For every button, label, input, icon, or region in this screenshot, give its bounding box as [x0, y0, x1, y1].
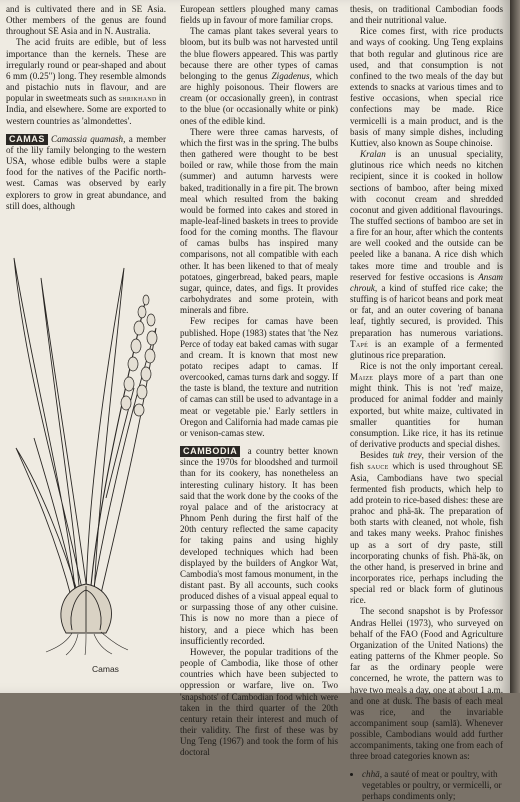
leaf	[16, 448, 80, 600]
leaf	[14, 258, 84, 598]
leaf-vein	[34, 438, 76, 593]
paragraph: The second snapshot is by Professor Andras Hellei (1973), who surveyed on behalf of the FAO (Food and Agriculture Organization of the United Nations) the eating patterns of the Khmer people. So far as the ordinary people were concerned, he wrote, the pattern was to have two meals a day, one at about 1 a.m. and one at dusk. The basis of each meal was rice, and the invariable accompaniment soup (samlā). Whenever possible, Cambodians would add further accompaniments, taking one from each of three broad categories known as:	[350, 606, 503, 762]
paragraph: and is cultivated there and in SE Asia. Other members of the genus are found throughout SE Asia and in N. Australia.	[6, 4, 166, 37]
list-item: • chhā, a sauté of meat or poultry, with vegetables or poultry, or vermicelli, or perhaps condiments only;	[362, 769, 503, 802]
small-caps-term: shrikhand	[118, 93, 157, 104]
paragraph: There were three camas harvests, of which the first was in the spring. The bulbs then gathered were thought to be best boiled or raw, while those from the main (summer) and autumn harvests were baked, traditionally in a fire pit. The brown meal which resulted from the baking would be formed into cakes and stored in maple-leaf-lined baskets in trees to provide food for the coming months. The flavour of camas bulbs has inspired many comparisons, not all compatible with each other. It has been likened to that of mealy potatoes, gingerbread, baked pears, maple sugar, quince, dates, and figs. It provides carbohydrates and some protein, with minerals and fibre.	[180, 126, 338, 316]
paragraph: Rice comes first, with rice products and ways of cooking. Ung Teng explains that both regular and glutinous rice are used, and that consumption is not confined to the two meals of the day but extends to snacks at various times and to festive occasions, when special rice confections may be made. Rice vermicelli is a main product, and is the basis of many simple dishes, including Kuttiev, also known as Soupe chinoise.	[350, 26, 503, 148]
page-edge	[510, 0, 520, 693]
bullet-list	[350, 769, 503, 802]
genus-name: Zigadenus	[271, 70, 310, 81]
bulb	[61, 584, 112, 633]
leaf	[86, 268, 124, 596]
column-middle	[180, 4, 338, 758]
leaf	[41, 278, 88, 598]
paragraph: The camas plant takes several years to bloom, but its bulb was not harvested until the blue flowers appeared. This was partly because there are other types of camas belonging to the genus Zigadenus, which are highly poisonous. Their flowers are cream (or occasionally green), in contrast to the blue (or occasionally white or pink) ones of the edible kind.	[180, 26, 338, 126]
flower-cluster	[121, 295, 157, 416]
entry-heading-camas: CAMAS	[6, 134, 48, 145]
paragraph: The acid fruits are edible, but of less importance than the kernels. These are irregularly round or pear-shaped and about 6 mm (0.25") long. They resemble almonds and pistachio nuts in flavour, and are popular in sweetmeats such as shrikhand in India, and elsewhere. Some are exported to western countries as 'almondettes'.	[6, 37, 166, 126]
species-name: Camassia quamash	[51, 133, 124, 144]
camas-plant-illustration	[6, 238, 174, 656]
paragraph: Rice is not the only important cereal. Maize plays more of a part than one might think. This is not 'red' maize, produced for animal fodder and mainly exported, but white maize, cultivated in smaller quantities for human consumption. Like rice, it has its retinue of derivative products and special dishes.	[350, 361, 503, 450]
paragraph: Few recipes for camas have been published. Hope (1983) states that 'the Nez Perce of today eat baked camas with sugar and cream. It is known that most new potato recipes adapt to camas. If overcooked, camas turns dark and soggy. If the taste is bland, the texture and nutrition of camas can still be used to advantage in a meat or vegetable pie.' Early settlers in Oregon and California had made camas pie or venison-camas stew.	[180, 316, 338, 438]
paragraph: Besides tuk trey, their version of the fish sauce which is used throughout SE Asia, Cambodians have two special fermented fish products, which help to add protein to rice-based dishes: these are prahoc and phä-āk. The preparation of both starts with cleaned, not whole, fish and takes many weeks. Prahoc finishes up as a sort of dry paste, still incorporating chunks of fish. Phä-āk, on the other hand, is preserved in brine and incorporates rice, perhaps including the special red or black form of glutinous rice.	[350, 450, 503, 606]
paragraph: Kralan is an unusual speciality, glutinous rice which needs no kitchen recipient, since it is cooked in hollow sections of bamboo, after being mixed with coconut cream and shredded coconut and given additional flavourings. The stuffed sections of bamboo are set in a fire for an hour, after which the contents are well cooked and the outside can be peeled like a banana. A rice dish which takes more time and trouble and is reserved for festive occasions is Ansam chrouk, a kind of stuffed rice cake; the stuffing is of haricot beans and pork meat or fat, and an outer covering of banana leaf, tightly secured, is provided. This preparation has numerous variations. Tapé is an example of a fermented glutinous rice preparation.	[350, 149, 503, 360]
paragraph: However, the popular traditions of the people of Cambodia, like those of other countries which have been subjected to oppression or warfare, live on. Two 'snapshots' of Cambodian food which were taken in the third quarter of the 20th century retain their interest and much of their validity. The first of these was by Ung Teng (1967) and took the form of his doctoral	[180, 646, 338, 758]
paragraph: thesis, on traditional Cambodian foods and their nutritional value.	[350, 4, 503, 26]
small-caps-term: Tapé	[350, 338, 369, 349]
entry-camas: CAMAS Camassia quamash, a member of the lily family belonging to the western USA, whose edible bulbs were a staple food for the natives of the Pacific north-west. Camas was observed by early explorers to grow in great abundance, and still does, although	[6, 133, 166, 211]
roots	[46, 632, 128, 655]
entry-cambodia: CAMBODIA a country better known since the 1970s for bloodshed and turmoil than for its cookery, has nonetheless an interesting culinary history. It has been said that the work done by the cooks of the royal palace and of the aristocracy at Phnom Penh during the first half of the 20th century reflected the same capacity for taking pains and using highly developed techniques which had been displayed by the builders of Angkor Wat, Cambodia's most famous monument, in the distant past. By all accounts, such cooks produced dishes of a visual appeal equal to or surpassing those of any other cuisine. This is now no more than a piece of history, and a piece which has been insufficiently recorded.	[180, 446, 338, 646]
entry-heading-cambodia: CAMBODIA	[180, 446, 240, 457]
small-caps-term: Maize	[350, 372, 374, 383]
paragraph: European settlers ploughed many camas fields up in favour of more familiar crops.	[180, 4, 338, 26]
column-right	[350, 4, 503, 802]
column-left	[6, 4, 166, 212]
small-caps-term: sauce	[367, 461, 389, 472]
illustration-caption: Camas	[92, 664, 119, 674]
